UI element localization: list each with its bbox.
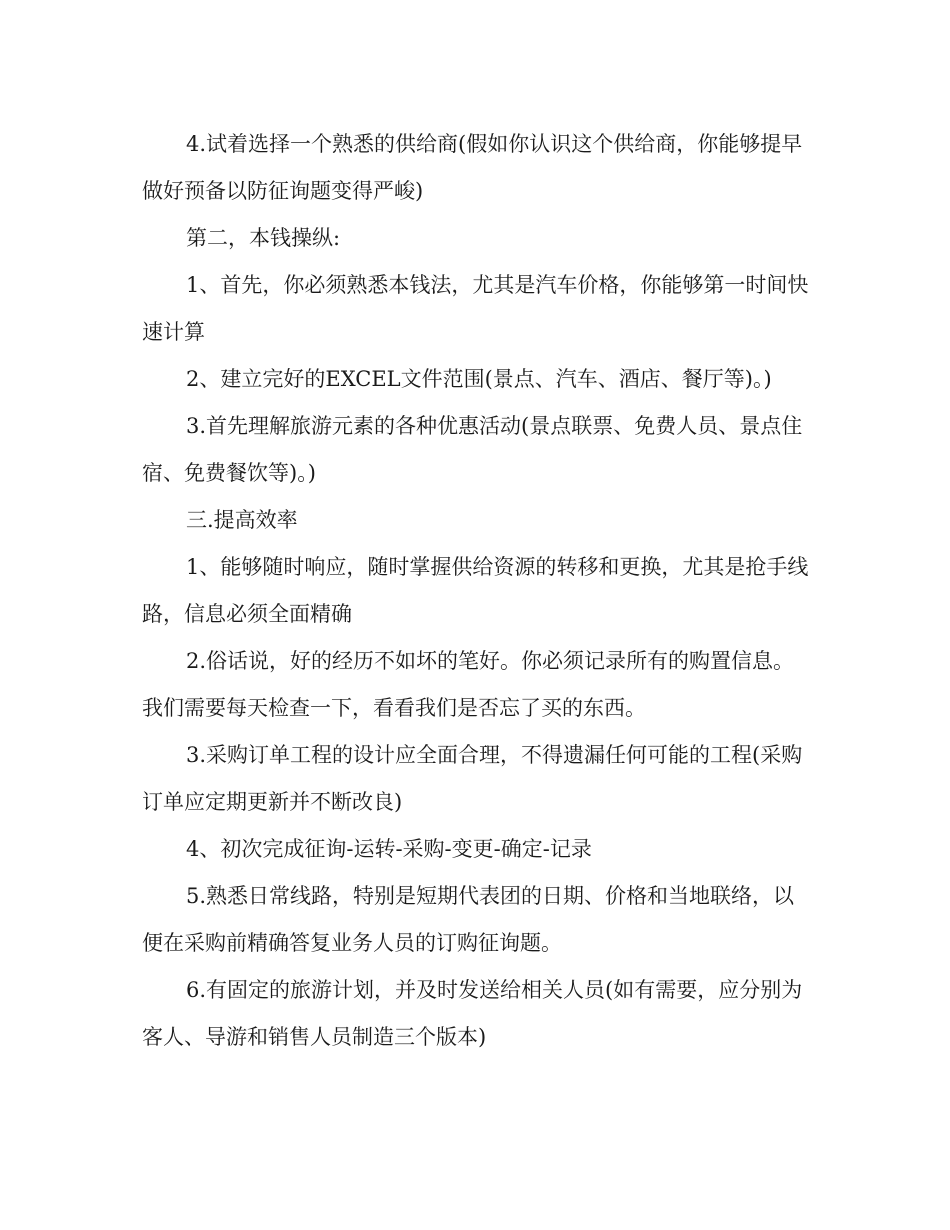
paragraph: 1、能够随时响应，随时掌握供给资源的转移和更换，尤其是抢手线路，信息必须全面精确	[142, 555, 809, 626]
paragraph: 4、初次完成征询-运转-采购-变更-确定-记录	[186, 837, 592, 861]
paragraph: 3.采购订单工程的设计应全面合理，不得遗漏任何可能的工程(采购订单应定期更新并不断改良)	[142, 743, 803, 814]
paragraph: 2.俗话说，好的经历不如坏的笔好。你必须记录所有的购置信息。我们需要每天检查一下，看看我们是否忘了买的东西。	[142, 649, 795, 720]
paragraph: 1、首先，你必须熟悉本钱法，尤其是汽车价格，你能够第一时间快速计算	[142, 273, 809, 344]
paragraph: 6.有固定的旅游计划，并及时发送给相关人员(如有需要，应分别为客人、导游和销售人员制造三个版本)	[142, 978, 803, 1049]
paragraph: 2、建立完好的EXCEL文件范围(景点、汽车、酒店、餐厅等)。)	[186, 367, 772, 391]
paragraph: 5.熟悉日常线路，特别是短期代表团的日期、价格和当地联络，以便在采购前精确答复业务人员的订购征询题。	[142, 884, 795, 955]
section-heading: 第二，本钱操纵:	[186, 226, 341, 250]
paragraph: 4.试着选择一个熟悉的供给商(假如你认识这个供给商，你能够提早做好预备以防征询题变得严峻)	[142, 132, 803, 203]
section-heading: 三.提高效率	[186, 508, 298, 532]
paragraph: 3.首先理解旅游元素的各种优惠活动(景点联票、免费人员、景点住宿、免费餐饮等)。)	[142, 414, 803, 485]
document-body	[142, 121, 814, 1061]
